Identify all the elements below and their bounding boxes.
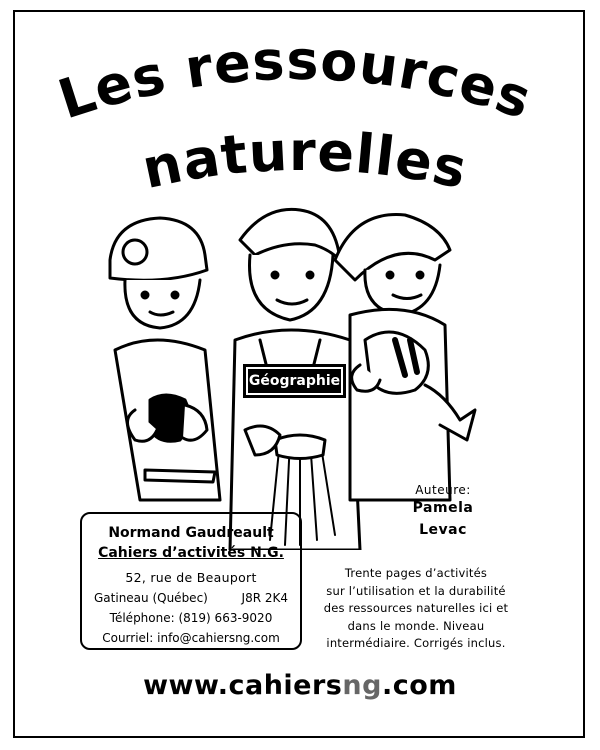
author-first-name: Pamela — [412, 500, 474, 516]
publisher-address: 52, rue de Beauport — [125, 570, 257, 585]
publisher-company: Cahiers d’activités N.G. — [98, 545, 284, 561]
description-line: dans le monde. Niveau — [347, 618, 485, 633]
description-line: Trente pages d’activités — [344, 566, 488, 580]
publisher-city: Gatineau (Québec) — [94, 591, 208, 605]
publisher-name: Normand Gaudreault — [108, 525, 274, 541]
website-prefix: www.cahiers — [143, 670, 343, 701]
publisher-email[interactable]: Courriel: info@cahiersng.com — [102, 631, 280, 645]
description — [308, 565, 524, 653]
website-ng: ng — [342, 670, 382, 701]
publisher-city-line — [82, 588, 300, 608]
publisher-postal: J8R 2K4 — [241, 591, 288, 605]
website-link[interactable] — [0, 670, 600, 701]
publisher-box — [80, 512, 302, 650]
cover-title — [0, 0, 600, 210]
title-line-1: Les ressources — [51, 28, 540, 132]
title-line-2: naturelles — [136, 119, 473, 202]
description-line: sur l’utilisation et la durabilité — [326, 583, 506, 598]
svg-text:Les ressources — [51, 29, 539, 132]
author-label: Auteure: — [415, 483, 471, 497]
description-line: intermédiaire. Corrigés inclus. — [326, 636, 506, 650]
subject-badge: Géographie — [243, 364, 346, 398]
svg-text:naturelles — [137, 120, 473, 201]
description-line: des ressources naturelles ici et — [323, 601, 509, 615]
website-suffix: .com — [381, 670, 457, 701]
miner-figure — [110, 218, 220, 500]
publisher-phone: Téléphone: (819) 663-9020 — [109, 611, 273, 625]
fisher-figure — [335, 215, 475, 500]
author-block — [398, 483, 488, 541]
author-last-name: Levac — [419, 522, 467, 538]
